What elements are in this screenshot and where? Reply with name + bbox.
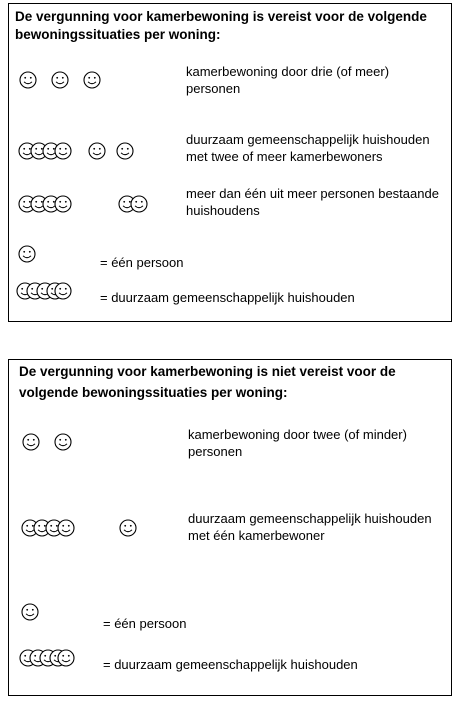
person-legend-icon [9, 242, 39, 272]
situation-description: kamerbewoning door drie (of meer) personen [186, 64, 390, 96]
situation-description: duurzaam gemeenschappelijk huishouden met twee of meer kamerbewoners [186, 132, 430, 164]
legend-household-text: = duurzaam gemeenschappelijk huishouden [100, 290, 355, 305]
household-plus-two-persons-icon [9, 137, 149, 167]
legend-person-text: = één persoon [100, 255, 184, 270]
situation-description: meer dan één uit meer personen bestaande huishoudens [186, 186, 439, 218]
household-legend-icon [9, 646, 89, 676]
household-plus-one-person-icon [9, 515, 149, 545]
household-legend-icon [9, 280, 89, 310]
household-plus-household-icon [9, 190, 169, 220]
situation-description: duurzaam gemeenschappelijk huishouden met één kamerbewoner [188, 511, 432, 543]
person-legend-icon [9, 599, 39, 629]
panel-title: De vergunning voor kamerbewoning is vereist voor de volgende bewoningssituaties per woning: [15, 9, 427, 42]
permit-required-panel [8, 3, 452, 322]
permit-not-required-panel [8, 359, 452, 696]
situation-description: kamerbewoning door twee (of minder) personen [188, 427, 407, 459]
legend-person-text: = één persoon [103, 616, 187, 631]
two-persons-icon [9, 428, 109, 458]
three-persons-icon [9, 66, 129, 96]
panel-title: De vergunning voor kamerbewoning is niet vereist voor de volgende bewoningssituaties per woning: [19, 364, 396, 400]
legend-household-text: = duurzaam gemeenschappelijk huishouden [103, 657, 358, 672]
